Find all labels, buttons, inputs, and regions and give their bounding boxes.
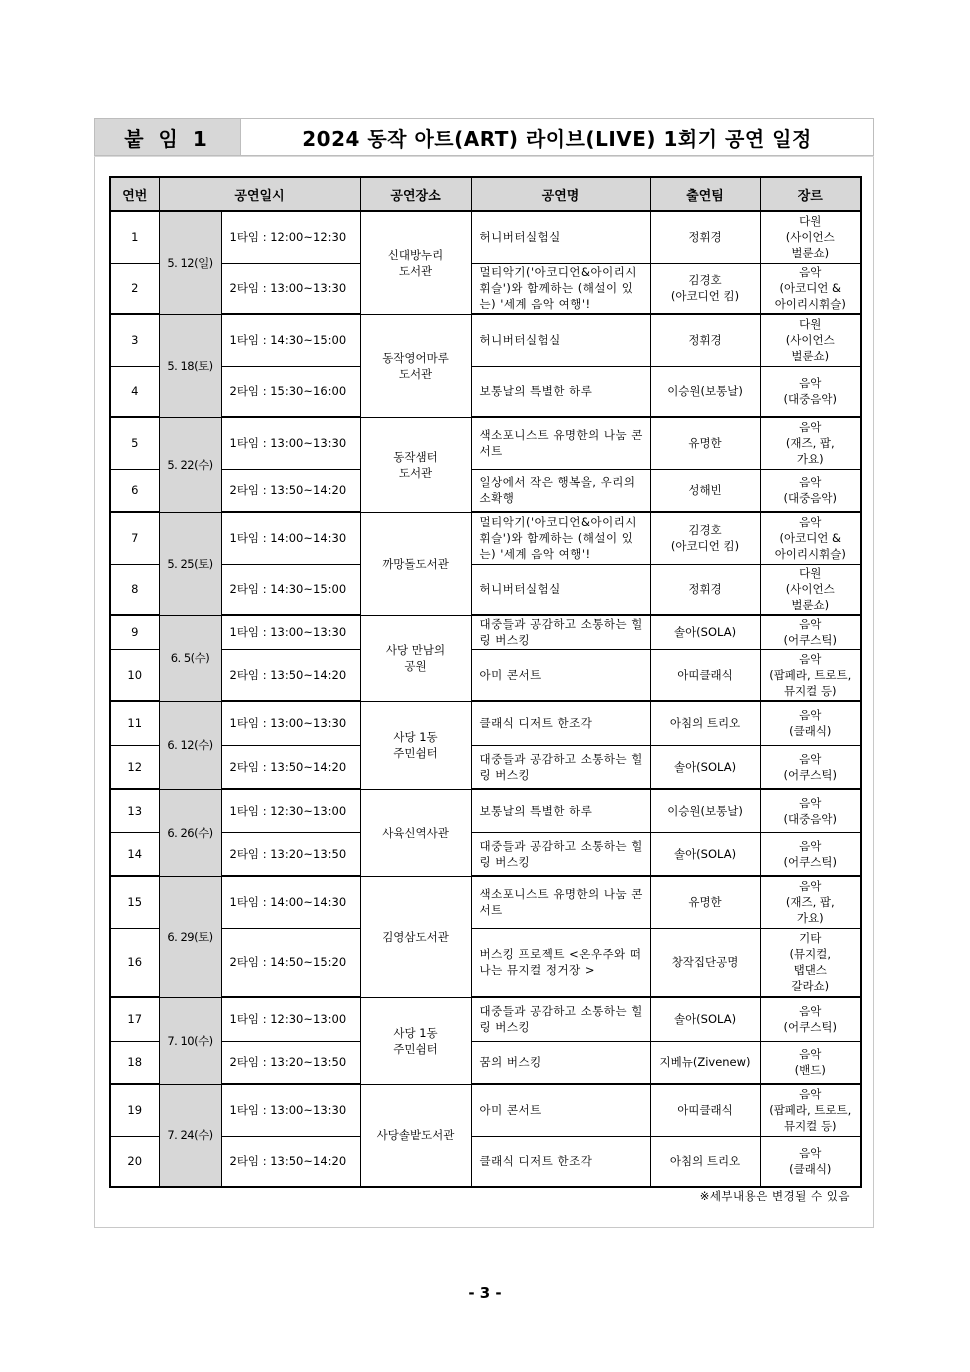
table-row: [110, 512, 861, 564]
table-row: [110, 789, 861, 832]
row-number: 7: [110, 512, 159, 564]
performance-time: 2타임 : 13:20~13:50: [221, 1041, 360, 1084]
performance-venue: 사당 1동 주민쉼터: [360, 997, 471, 1084]
performer-team: 아띠클래식: [650, 1084, 760, 1136]
performer-team: 아침의 트리오: [650, 1136, 760, 1187]
performer-team: 솔아(SOLA): [650, 615, 760, 649]
performance-time: 2타임 : 13:50~14:20: [221, 1136, 360, 1187]
performance-genre: 음악 (어쿠스틱): [760, 745, 861, 789]
col-header-no: 연번: [110, 177, 159, 211]
performer-team: 이승원(보통날): [650, 789, 760, 832]
table-row: [110, 1084, 861, 1136]
table-row: [110, 366, 861, 417]
performance-time: 1타임 : 12:30~13:00: [221, 997, 360, 1041]
performance-time: 2타임 : 15:30~16:00: [221, 366, 360, 417]
performance-title: 대중들과 공감하고 소통하는 힐링 버스킹: [471, 832, 650, 876]
performance-genre: 다원 (사이언스 벌룬쇼): [760, 314, 861, 366]
row-number: 13: [110, 789, 159, 832]
col-header-datetime: 공연일시: [159, 177, 360, 211]
performance-title: 허니버터실험실: [471, 211, 650, 263]
performance-genre: 음악 (어쿠스틱): [760, 997, 861, 1041]
table-row: [110, 263, 861, 314]
performer-team: 이승원(보통날): [650, 366, 760, 417]
performance-title: 보통날의 특별한 하루: [471, 366, 650, 417]
row-number: 12: [110, 745, 159, 789]
row-number: 5: [110, 417, 159, 469]
table-row: [110, 417, 861, 469]
performance-time: 1타임 : 13:00~13:30: [221, 701, 360, 745]
performance-title: 멀티악기('아코디언&아이리시 휘슬')와 함께하는 (해설이 있는) '세계 음악 여행'!: [471, 263, 650, 314]
performance-venue: 까망돌도서관: [360, 512, 471, 615]
performance-time: 2타임 : 14:30~15:00: [221, 564, 360, 615]
performance-date: 6. 12(수): [159, 701, 221, 789]
table-row: [110, 1136, 861, 1187]
performance-genre: 음악 (팝페라, 트로트, 뮤지컬 등): [760, 1084, 861, 1136]
performance-venue: 동작영어마루 도서관: [360, 314, 471, 417]
schedule-table: [109, 176, 862, 1188]
performance-venue: 동작샘터 도서관: [360, 417, 471, 512]
performance-venue: 사당 1동 주민쉼터: [360, 701, 471, 789]
row-number: 16: [110, 928, 159, 997]
performance-genre: 음악 (클래식): [760, 1136, 861, 1187]
table-row: [110, 745, 861, 789]
performance-date: 6. 5(수): [159, 615, 221, 701]
performance-genre: 음악 (대중음악): [760, 366, 861, 417]
row-number: 19: [110, 1084, 159, 1136]
table-row: [110, 314, 861, 366]
performance-time: 1타임 : 14:00~14:30: [221, 512, 360, 564]
performance-title: 대중들과 공감하고 소통하는 힐링 버스킹: [471, 997, 650, 1041]
performance-genre: 다원 (사이언스 벌룬쇼): [760, 211, 861, 263]
row-number: 6: [110, 469, 159, 512]
performance-venue: 신대방누리 도서관: [360, 211, 471, 314]
row-number: 1: [110, 211, 159, 263]
performer-team: 아침의 트리오: [650, 701, 760, 745]
performance-date: 5. 12(일): [159, 211, 221, 314]
performer-team: 유명한: [650, 417, 760, 469]
performance-genre: 음악 (아코디언 & 아이리시휘슬): [760, 512, 861, 564]
row-number: 11: [110, 701, 159, 745]
performance-time: 1타임 : 13:00~13:30: [221, 1084, 360, 1136]
performance-title: 보통날의 특별한 하루: [471, 789, 650, 832]
performance-genre: 음악 (어쿠스틱): [760, 615, 861, 649]
performance-date: 7. 24(수): [159, 1084, 221, 1187]
schedule-body: [110, 211, 861, 1187]
performance-date: 5. 18(토): [159, 314, 221, 417]
performance-title: 꿈의 버스킹: [471, 1041, 650, 1084]
performance-venue: 사당 만남의 공원: [360, 615, 471, 701]
page-number: - 3 -: [468, 1284, 502, 1302]
performance-venue: 사육신역사관: [360, 789, 471, 876]
performance-genre: 음악 (밴드): [760, 1041, 861, 1084]
performance-title: 허니버터실험실: [471, 564, 650, 615]
performance-genre: 음악 (대중음악): [760, 789, 861, 832]
performance-title: 허니버터실험실: [471, 314, 650, 366]
performance-genre: 음악 (재즈, 팝, 가요): [760, 417, 861, 469]
performer-team: 지베뉴(Zivenew): [650, 1041, 760, 1084]
performer-team: 정휘경: [650, 211, 760, 263]
col-header-venue: 공연장소: [360, 177, 471, 211]
performance-venue: 사당솔밭도서관: [360, 1084, 471, 1187]
change-notice: ※세부내용은 변경될 수 있음: [699, 1189, 850, 1203]
performance-date: 6. 29(토): [159, 876, 221, 997]
performer-team: 아띠클래식: [650, 649, 760, 701]
performer-team: 솔아(SOLA): [650, 745, 760, 789]
performance-time: 1타임 : 12:00~12:30: [221, 211, 360, 263]
col-header-team: 출연팀: [650, 177, 760, 211]
performer-team: 김경호 (아코디언 킴): [650, 263, 760, 314]
col-header-genre: 장르: [760, 177, 861, 211]
table-row: [110, 928, 861, 997]
performance-title: 색소포니스트 유명한의 나눔 콘서트: [471, 417, 650, 469]
performer-team: 솔아(SOLA): [650, 997, 760, 1041]
performance-time: 1타임 : 12:30~13:00: [221, 789, 360, 832]
performance-title: 클래식 디저트 한조각: [471, 701, 650, 745]
performer-team: 정휘경: [650, 564, 760, 615]
performance-title: 아미 콘서트: [471, 649, 650, 701]
performance-time: 2타임 : 14:50~15:20: [221, 928, 360, 997]
performance-date: 7. 10(수): [159, 997, 221, 1084]
performer-team: 김경호 (아코디언 킴): [650, 512, 760, 564]
performance-time: 2타임 : 13:00~13:30: [221, 263, 360, 314]
attachment-tag: 붙 임 1: [95, 119, 241, 155]
performance-genre: 음악 (팝페라, 트로트, 뮤지컬 등): [760, 649, 861, 701]
performer-team: 솔아(SOLA): [650, 832, 760, 876]
performance-time: 1타임 : 13:00~13:30: [221, 417, 360, 469]
performance-genre: 음악 (어쿠스틱): [760, 832, 861, 876]
performance-title: 클래식 디저트 한조각: [471, 1136, 650, 1187]
performance-title: 멀티악기('아코디언&아이리시 휘슬')와 함께하는 (해설이 있는) '세계 음악 여행'!: [471, 512, 650, 564]
table-row: [110, 564, 861, 615]
performance-genre: 음악 (클래식): [760, 701, 861, 745]
row-number: 3: [110, 314, 159, 366]
performance-genre: 다원 (사이언스 벌룬쇼): [760, 564, 861, 615]
table-row: [110, 211, 861, 263]
performer-team: 유명한: [650, 876, 760, 928]
performance-genre: 음악 (대중음악): [760, 469, 861, 512]
performance-time: 2타임 : 13:50~14:20: [221, 469, 360, 512]
row-number: 17: [110, 997, 159, 1041]
table-row: [110, 469, 861, 512]
performance-genre: 기타 (뮤지컬, 탭댄스 갈라쇼): [760, 928, 861, 997]
performance-time: 1타임 : 14:00~14:30: [221, 876, 360, 928]
performance-date: 6. 26(수): [159, 789, 221, 876]
table-row: [110, 701, 861, 745]
row-number: 20: [110, 1136, 159, 1187]
table-row: [110, 649, 861, 701]
row-number: 10: [110, 649, 159, 701]
performer-team: 성해빈: [650, 469, 760, 512]
performance-time: 2타임 : 13:50~14:20: [221, 649, 360, 701]
page-title: 2024 동작 아트(ART) 라이브(LIVE) 1회기 공연 일정: [302, 126, 812, 151]
row-number: 14: [110, 832, 159, 876]
row-number: 18: [110, 1041, 159, 1084]
performance-time: 2타임 : 13:20~13:50: [221, 832, 360, 876]
performance-title: 대중들과 공감하고 소통하는 힐링 버스킹: [471, 615, 650, 649]
performance-title: 일상에서 작은 행복을, 우리의 소확행: [471, 469, 650, 512]
row-number: 9: [110, 615, 159, 649]
performance-venue: 김영삼도서관: [360, 876, 471, 997]
table-row: [110, 997, 861, 1041]
performer-team: 정휘경: [650, 314, 760, 366]
performance-title: 색소포니스트 유명한의 나눔 콘서트: [471, 876, 650, 928]
performance-time: 1타임 : 13:00~13:30: [221, 615, 360, 649]
row-number: 2: [110, 263, 159, 314]
table-row: [110, 615, 861, 649]
performance-date: 5. 22(수): [159, 417, 221, 512]
performance-time: 2타임 : 13:50~14:20: [221, 745, 360, 789]
row-number: 15: [110, 876, 159, 928]
table-row: [110, 1041, 861, 1084]
performance-genre: 음악 (재즈, 팝, 가요): [760, 876, 861, 928]
performance-date: 5. 25(토): [159, 512, 221, 615]
row-number: 8: [110, 564, 159, 615]
table-row: [110, 832, 861, 876]
table-row: [110, 876, 861, 928]
title-bar: [94, 118, 874, 156]
performance-title: 아미 콘서트: [471, 1084, 650, 1136]
col-header-title: 공연명: [471, 177, 650, 211]
performance-genre: 음악 (아코디언 & 아이리시휘슬): [760, 263, 861, 314]
row-number: 4: [110, 366, 159, 417]
performer-team: 창작집단공명: [650, 928, 760, 997]
performance-title: 버스킹 프로젝트 <온우주와 떠나는 뮤지컬 정거장 >: [471, 928, 650, 997]
table-header-row: [110, 177, 861, 211]
performance-title: 대중들과 공감하고 소통하는 힐링 버스킹: [471, 745, 650, 789]
performance-time: 1타임 : 14:30~15:00: [221, 314, 360, 366]
